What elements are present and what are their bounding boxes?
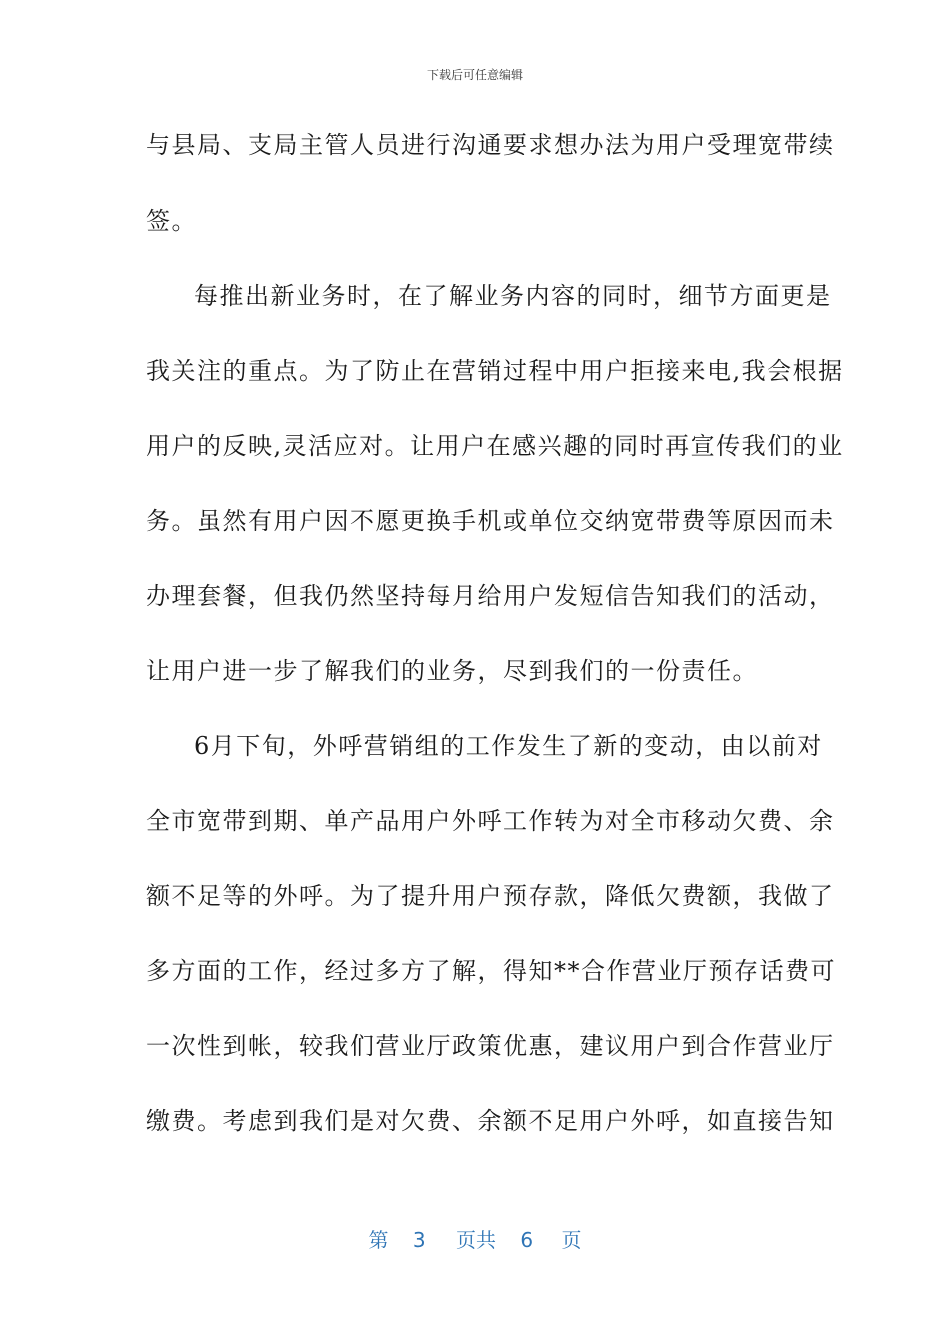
text-line: 一次性到帐，较我们营业厅政策优惠，建议用户到合作营业厅 xyxy=(146,1032,835,1060)
page-end-label: 页 xyxy=(561,1228,582,1252)
paragraph-start-line: 6月下旬，外呼营销组的工作发生了新的变动，由以前对 xyxy=(194,732,823,760)
page-mid-label: 页共 xyxy=(456,1228,496,1252)
text-line: 与县局、支局主管人员进行沟通要求想办法为用户受理宽带续 xyxy=(146,131,835,159)
text-line: 办理套餐，但我仍然坚持每月给用户发短信告知我们的活动， xyxy=(146,582,835,610)
text-line: 用户的反映,灵活应对。让用户在感兴趣的同时再宣传我们的业 xyxy=(146,432,844,460)
text-line: 额不足等的外呼。为了提升用户预存款，降低欠费额，我做了 xyxy=(146,882,835,910)
page-total: 6 xyxy=(520,1228,534,1252)
page-header-note: 下载后可任意编辑 xyxy=(426,68,523,82)
page-number-footer xyxy=(0,1224,950,1253)
text-line: 全市宽带到期、单产品用户外呼工作转为对全市移动欠费、余 xyxy=(146,807,835,835)
page-label: 第 xyxy=(368,1228,389,1252)
text-line: 签。 xyxy=(146,207,197,235)
text-line: 让用户进一步了解我们的业务，尽到我们的一份责任。 xyxy=(146,657,758,685)
text-line: 多方面的工作，经过多方了解，得知**合作营业厅预存话费可 xyxy=(146,957,836,985)
page-number: 3 xyxy=(412,1228,426,1252)
text-line: 我关注的重点。为了防止在营销过程中用户拒接来电,我会根据 xyxy=(146,357,844,385)
text-line: 缴费。考虑到我们是对欠费、余额不足用户外呼，如直接告知 xyxy=(146,1107,835,1135)
paragraph-start-line: 每推出新业务时，在了解业务内容的同时，细节方面更是 xyxy=(194,282,832,310)
text-line: 务。虽然有用户因不愿更换手机或单位交纳宽带费等原因而未 xyxy=(146,507,835,535)
